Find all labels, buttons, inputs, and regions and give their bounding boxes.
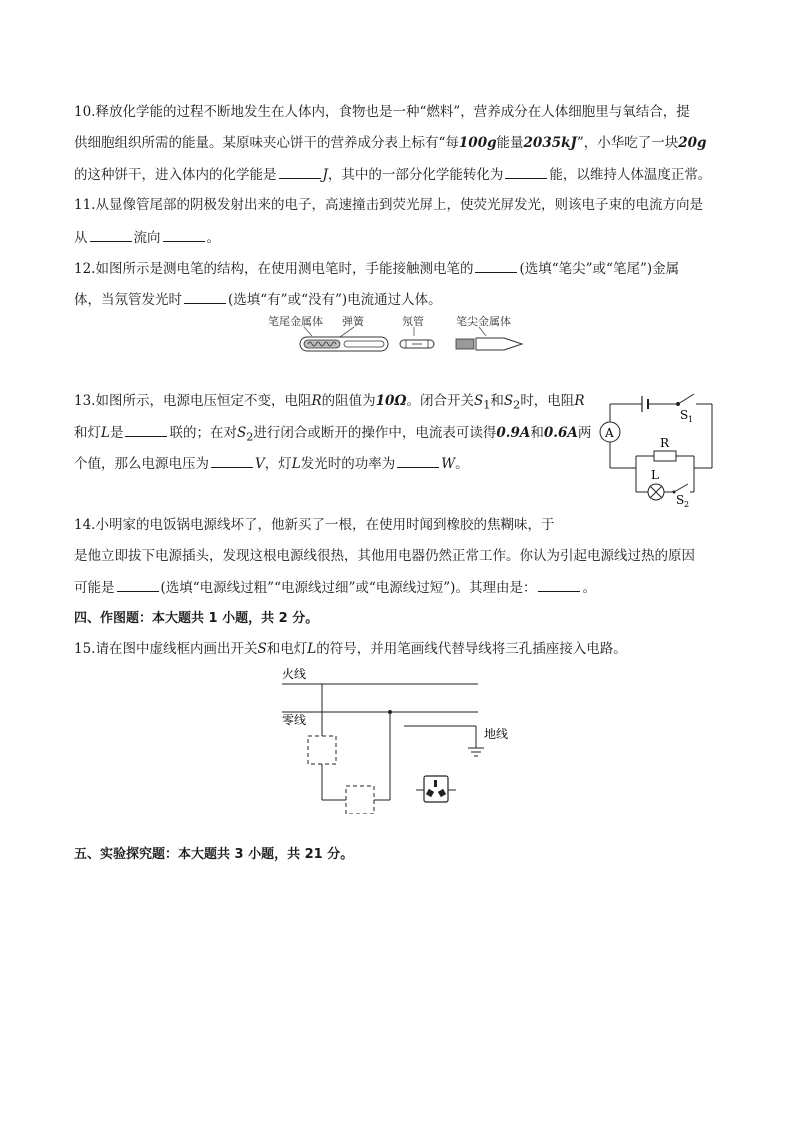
q13-text: 个值，那么电源电压为 (74, 456, 209, 472)
q13-unit: V (255, 456, 265, 472)
pen-tail-label: 笔尾金属体 (268, 315, 323, 328)
pen-tip-icon (456, 338, 522, 350)
q15-text: 和电灯 (266, 641, 308, 657)
q13-current: 0.9A (496, 425, 531, 441)
pen-neon-label: 氖管 (402, 315, 424, 328)
q13-current: 0.6A (543, 425, 578, 441)
q10-text: 的这种饼干，进入体内的化学能是 (74, 167, 277, 183)
q12-text: (选填“有”或“没有”)电流通过人体。 (228, 292, 442, 308)
q13-var: S (236, 425, 247, 441)
q13-text: 时，电阻 (520, 393, 575, 409)
lamp-icon (648, 484, 664, 500)
q13-var: S (503, 393, 514, 409)
q13-text: 联的；在对 (169, 425, 237, 441)
q15-var: L (307, 641, 317, 657)
answer-blank[interactable] (163, 228, 205, 242)
q11-text: 流向 (133, 230, 161, 246)
q13-var: L (291, 456, 301, 472)
q12-line-2 (74, 290, 442, 309)
circuit-figure (596, 386, 726, 508)
q13-sub: 1 (483, 398, 491, 412)
q10-energy: 2035kJ (523, 135, 577, 151)
pen-tail-icon (300, 337, 388, 351)
q10-line-3 (74, 165, 711, 184)
q10-text: ”，小华吃了一块 (576, 135, 679, 151)
answer-blank[interactable] (184, 290, 226, 304)
s2-sub: 2 (684, 500, 690, 508)
q11-line-1: 11.从显像管尾部的阴极发射出来的电子，高速撞击到荧光屏上，使荧光屏发光，则该电子束的电流方向是 (74, 197, 703, 213)
q15-text: 15.请在图中虚线框内画出开关 (74, 641, 258, 657)
s2-label: S (676, 493, 685, 507)
test-pen-figure (264, 312, 534, 358)
q13-text: ，灯 (264, 456, 292, 472)
q14-line-3 (74, 578, 596, 597)
q13-text: 。 (455, 456, 469, 472)
q13-text: 。闭合开关 (406, 393, 474, 409)
pen-spring-label: 弹簧 (342, 315, 364, 328)
lamp-label: L (651, 468, 659, 482)
q12-text: (选填“笔尖”或“笔尾”)金属 (519, 261, 680, 277)
s1-label: S (680, 408, 689, 422)
q13-line-2 (74, 423, 591, 447)
wiring-figure (278, 664, 528, 814)
q13-line-1 (74, 392, 584, 415)
q11-text: 。 (206, 230, 220, 246)
answer-blank[interactable] (125, 423, 167, 437)
answer-blank[interactable] (90, 228, 132, 242)
answer-blank[interactable] (279, 165, 321, 179)
q13-text: 和灯 (74, 425, 101, 441)
q13-text: 发光时的功率为 (300, 456, 396, 472)
q10-mass-eaten: 20g (678, 135, 707, 151)
q13-var: R (574, 393, 585, 409)
q15-var: S (257, 641, 267, 657)
answer-blank[interactable] (117, 578, 159, 592)
section-5-heading: 五、实验探究题：本大题共 3 小题，共 21 分。 (74, 847, 354, 862)
q10-line-1: 10.释放化学能的过程不断地发生在人体内，食物也是一种“燃料”，营养成分在人体细胞里与氧结合，提 (74, 104, 690, 120)
q13-text: 的阻值为 (321, 393, 376, 409)
answer-blank[interactable] (538, 578, 580, 592)
q14-text: 可能是 (74, 580, 115, 596)
q13-var: S (473, 393, 484, 409)
lamp-dashed-box[interactable] (346, 786, 374, 814)
q10-unit: J (322, 167, 328, 183)
q13-unit: W (441, 456, 456, 472)
q10-text: 能量 (496, 135, 524, 151)
q11-line-2 (74, 228, 220, 247)
resistor-label: R (660, 436, 670, 450)
q13-text: 两 (577, 425, 592, 441)
q10-line-2 (74, 134, 707, 152)
q13-var: L (101, 425, 110, 441)
q13-text: 是 (109, 425, 124, 441)
neutral-wire-label: 零线 (282, 713, 307, 727)
q12-line-1 (74, 259, 679, 278)
section-4-heading: 四、作图题：本大题共 1 小题，共 2 分。 (74, 611, 319, 626)
q11-text: 从 (74, 230, 88, 246)
three-pin-socket-icon (416, 776, 456, 802)
q10-text: 供细胞组织所需的能量。某原味夹心饼干的营养成分表上标有“每 (74, 135, 459, 151)
q14-text: (选填“电源线过粗”“电源线过细”或“电源线过短”)。其理由是： (160, 580, 537, 596)
q14-line-2: 是他立即拔下电源插头，发现这根电源线很热，其他用电器仍然正常工作。你认为引起电源线过热的原因 (74, 548, 695, 564)
answer-blank[interactable] (211, 454, 253, 468)
q14-line-1: 14.小明家的电饭锅电源线坏了，他新买了一根，在使用时闻到橡胶的焦糊味，于 (74, 517, 555, 533)
q15-text: 的符号，并用笔画线代替导线将三孔插座接入电路。 (316, 641, 627, 657)
q13-var: R (311, 393, 322, 409)
ammeter-label: A (605, 426, 614, 440)
s1-sub: 1 (688, 415, 694, 424)
q15-line-1 (74, 640, 627, 658)
switch-dashed-box[interactable] (308, 736, 336, 764)
live-wire-label: 火线 (282, 667, 307, 681)
answer-blank[interactable] (475, 259, 517, 273)
q13-text: 和 (530, 425, 544, 441)
q13-sub: 2 (513, 398, 521, 412)
q13-text: 13.如图所示，电源电压恒定不变，电阻 (74, 393, 312, 409)
q13-text: 进行闭合或断开的操作中，电流表可读得 (253, 425, 497, 441)
q10-mass: 100g (458, 135, 497, 151)
ground-wire-label: 地线 (484, 727, 509, 741)
pen-tip-label: 笔尖金属体 (456, 315, 511, 328)
q10-text: ，其中的一部分化学能转化为 (327, 167, 504, 183)
q13-sub: 2 (246, 430, 254, 444)
q12-text: 12.如图所示是测电笔的结构，在使用测电笔时，手能接触测电笔的 (74, 261, 474, 277)
q13-line-3 (74, 454, 469, 473)
q14-text: 。 (582, 580, 596, 596)
q10-text: 能，以维持人体温度正常。 (549, 167, 712, 183)
answer-blank[interactable] (505, 165, 547, 179)
answer-blank[interactable] (397, 454, 439, 468)
q12-text: 体，当氖管发光时 (74, 292, 182, 308)
q13-text: 和 (490, 393, 504, 409)
q13-resistance: 10Ω (375, 393, 407, 409)
pen-neon-icon (400, 340, 434, 348)
